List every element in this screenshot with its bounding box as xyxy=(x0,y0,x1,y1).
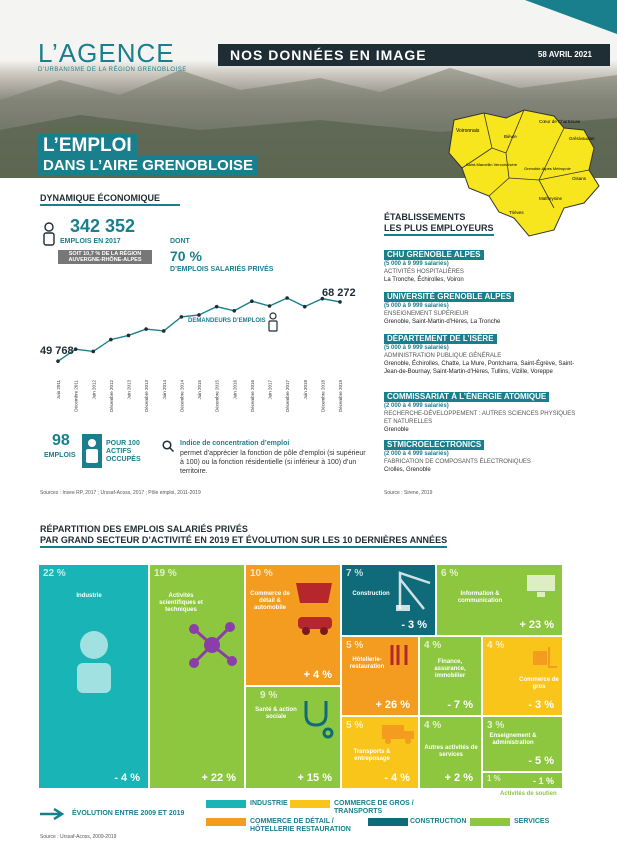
treemap-cell-soutien xyxy=(483,773,564,790)
map-label: Grenoble-Alpes Métropole xyxy=(524,166,571,171)
cell-evolution: + 4 % xyxy=(303,669,332,681)
cell-label: Activités scientifiques et techniques xyxy=(159,593,203,613)
prive-label: D’EMPLOIS SALARIÉS PRIVÉS xyxy=(170,266,274,273)
treemap-cell-autres-services xyxy=(420,717,483,790)
estab-places: Grenoble, Saint-Martin-d’Hères, La Tronche xyxy=(384,319,501,325)
cell-label: Construction xyxy=(352,591,390,597)
legend-label: SERVICES xyxy=(514,818,550,825)
cell-evolution: + 23 % xyxy=(519,619,554,631)
cell-pct: 4 % xyxy=(487,640,505,651)
estab-name: UNIVERSITÉ GRENOBLE ALPES xyxy=(384,292,514,302)
x-tick-label: Juin 2014 xyxy=(161,380,167,400)
legend-label: COMMERCE DE DÉTAIL / HÔTELLERIE RESTAURATION xyxy=(250,818,351,833)
x-tick-label: Juin 2012 xyxy=(91,380,97,400)
stethoscope-icon xyxy=(300,699,336,739)
banner xyxy=(218,44,610,66)
source-note: Sources : Insee RP, 2017 ; Urssaf-Acoss, 2017 ; Pôle emploi, 2011-2019 xyxy=(40,490,201,496)
estab-category: ACTIVITÉS HOSPITALIÈRES xyxy=(384,269,464,275)
repartition-title-l2: PAR GRAND SECTEUR D’ACTIVITÉ EN 2019 ET ÉVOLUTION SUR LES 10 DERNIÈRES ANNÉES xyxy=(40,535,447,548)
cell-pct: 10 % xyxy=(250,568,273,579)
indice-label: EMPLOIS xyxy=(44,452,76,459)
x-tick-label: Juin 2018 xyxy=(302,380,308,400)
x-tick-label: Décembre 2018 xyxy=(320,380,326,413)
legend-swatch-gros xyxy=(290,800,330,808)
indice-text: permet d’apprécier la fonction de pôle d’emploi (si supérieur à 100) ou la fonction résidentielle (si inférieur à 100) d’un territoire. xyxy=(180,450,366,475)
estab-category: ADMINISTRATION PUBLIQUE GÉNÉRALE xyxy=(384,353,502,359)
x-tick-label: Juin 2015 xyxy=(197,380,202,400)
treemap-cell-enseignement xyxy=(483,717,564,773)
data-point xyxy=(109,338,113,342)
treemap-cell-construction xyxy=(342,565,437,637)
estab-name: COMMISSARIAT À L’ÉNERGIE ATOMIQUE xyxy=(384,392,549,402)
x-tick-label: Juin 2011 xyxy=(56,380,61,400)
estab-category: FABRICATION DE COMPOSANTS ÉLECTRONIQUES xyxy=(384,459,531,465)
map-label: Bièvre xyxy=(504,134,517,139)
cell-evolution: + 22 % xyxy=(201,772,236,784)
banner-issue: 58 AVRIL 2021 xyxy=(537,50,592,59)
data-point xyxy=(197,313,201,317)
estab-salaries: (2 000 à 4 999 salariés) xyxy=(384,403,449,409)
data-point xyxy=(268,304,272,308)
data-point xyxy=(215,305,219,309)
estab-category: RECHERCHE-DÉVELOPPEMENT : AUTRES SCIENCES PHYSIQUES ET NATURELLES xyxy=(384,411,576,425)
cell-pct: 4 % xyxy=(424,720,442,731)
magnifier-icon xyxy=(162,440,174,452)
data-point xyxy=(232,309,236,313)
worker-icon xyxy=(42,222,56,246)
data-point xyxy=(180,315,184,319)
emplois-value: 342 352 xyxy=(70,216,136,236)
basket-car-icon xyxy=(292,573,336,637)
treemap-cell-commerce-gros xyxy=(483,637,564,717)
section-heading: DYNAMIQUE ÉCONOMIQUE xyxy=(40,193,180,206)
cell-label: Finance, assurance, immobilier xyxy=(434,659,466,679)
legend-swatch-construction xyxy=(368,818,408,826)
indice-value: 98 xyxy=(52,432,70,449)
x-tick-label: Décembre 2012 xyxy=(108,380,114,413)
truck-icon xyxy=(380,723,416,745)
cell-pct: 1 % xyxy=(487,774,501,783)
repartition-title xyxy=(40,524,447,548)
treemap-cell-commerce-detail xyxy=(246,565,342,687)
cell-pct: 5 % xyxy=(346,720,364,731)
logo-title: L’AGENCE xyxy=(38,38,175,68)
estab-item xyxy=(384,334,584,376)
data-point xyxy=(162,329,166,333)
cell-evolution: - 3 % xyxy=(401,619,427,631)
cell-label: Commerce de détail & automobile xyxy=(250,591,290,611)
cell-label: Enseignement & administration xyxy=(489,733,537,746)
cell-pct: 9 % xyxy=(260,690,278,701)
treemap-cell-information xyxy=(437,565,564,637)
cell-label: Autres activités de services xyxy=(424,745,478,758)
x-tick-label: Décembre 2015 xyxy=(214,380,220,413)
cell-evolution: - 7 % xyxy=(447,699,473,711)
estab-name: DÉPARTEMENT DE L’ISÈRE xyxy=(384,334,497,344)
cell-pct: 6 % xyxy=(441,568,459,579)
estab-item xyxy=(384,292,584,326)
map-label: Matheysine xyxy=(539,196,563,201)
emplois-label: EMPLOIS EN 2017 xyxy=(60,238,121,245)
cell-evolution: - 1 % xyxy=(532,776,554,786)
cell-evolution: - 4 % xyxy=(114,772,140,784)
estab-name: STMICROELECTRONICS xyxy=(384,440,484,450)
cell-label: Industrie xyxy=(76,593,102,599)
cell-evolution: - 4 % xyxy=(384,772,410,784)
estab-heading xyxy=(384,212,494,236)
data-point xyxy=(303,305,307,309)
soutien-label: Activités de soutien xyxy=(500,791,557,797)
x-tick-label: Juin 2013 xyxy=(126,380,132,400)
cell-pct: 19 % xyxy=(154,568,177,579)
estab-heading-l2: LES PLUS EMPLOYEURS xyxy=(384,223,494,236)
legend-label: CONSTRUCTION xyxy=(410,818,467,825)
forklift-icon xyxy=(529,645,559,671)
data-point xyxy=(127,334,131,338)
estab-item xyxy=(384,250,584,284)
treemap-cell-hotellerie xyxy=(342,637,420,717)
cell-evolution: + 15 % xyxy=(297,772,332,784)
estab-item xyxy=(384,440,584,474)
data-point xyxy=(56,359,60,363)
x-tick-label: Décembre 2013 xyxy=(144,380,150,413)
logo-subtitle: D’URBANISME DE LA RÉGION GRENOBLOISE xyxy=(38,67,187,73)
line-series-label: DEMANDEURS D’EMPLOIS xyxy=(188,318,266,324)
data-point xyxy=(338,300,342,304)
x-tick-label: Décembre 2014 xyxy=(179,380,185,413)
x-tick-label: Décembre 2019 xyxy=(338,380,343,413)
cell-pct: 7 % xyxy=(346,568,364,579)
estab-salaries: (5 000 à 9 999 salariés) xyxy=(384,345,449,351)
estab-heading-l1: ÉTABLISSEMENTS xyxy=(384,212,466,222)
cell-evolution: - 5 % xyxy=(528,755,554,767)
cell-evolution: + 2 % xyxy=(444,772,473,784)
page-subtitle: DANS L’AIRE GRENOBLOISE xyxy=(38,156,258,175)
workers-icon xyxy=(82,434,102,468)
estab-source: Source : Sirene, 2019 xyxy=(384,490,433,496)
line-end-label: 68 272 xyxy=(322,287,356,299)
map-label: Voironnais xyxy=(456,128,480,134)
cell-label: Information & communication xyxy=(457,591,503,604)
arrow-icon xyxy=(40,808,68,820)
pour-label: POUR 100 ACTIFS OCCUPÉS xyxy=(106,440,141,463)
job-seeker-icon xyxy=(266,312,280,332)
x-tick-label: Juin 2017 xyxy=(267,380,273,400)
estab-salaries: (5 000 à 9 999 salariés) xyxy=(384,303,449,309)
data-point xyxy=(144,327,148,331)
page-title: L’EMPLOI xyxy=(38,134,137,158)
map-label: Saint-Marcellin Vercors Isère xyxy=(466,162,518,167)
estab-salaries: (5 000 à 9 999 salariés) xyxy=(384,261,449,267)
data-point xyxy=(250,299,254,303)
treemap-cell-transports xyxy=(342,717,420,790)
cell-evolution: + 26 % xyxy=(375,699,410,711)
treemap-cell-scientifiques xyxy=(150,565,246,790)
line-start-label: 49 768 xyxy=(40,345,74,357)
x-tick-label: Juin 2016 xyxy=(232,380,238,400)
treemap-cell-industrie xyxy=(39,565,150,790)
crane-icon xyxy=(394,569,434,613)
cell-pct: 4 % xyxy=(424,640,442,651)
legend-swatch-services xyxy=(470,818,510,826)
estab-name: CHU GRENOBLE ALPES xyxy=(384,250,484,260)
legend-swatch-detail xyxy=(206,818,246,826)
estab-places: Grenoble, Échirolles, Chatte, La Mure, Pontcharra, Saint-Égrève, Saint-Jean-de-Bournay, Saint-Martin-d’Hères, Tullins, Vizille, Voreppe xyxy=(384,361,575,375)
map-label: Trièves xyxy=(509,210,524,215)
repartition-title-l1: RÉPARTITION DES EMPLOIS SALARIÉS PRIVÉS xyxy=(40,524,248,534)
cell-pct: 22 % xyxy=(43,568,66,579)
cell-pct: 3 % xyxy=(487,720,505,731)
line-chart xyxy=(40,280,360,430)
corner-accent xyxy=(525,0,617,34)
estab-places: Crolles, Grenoble xyxy=(384,467,431,473)
series-line xyxy=(58,298,340,361)
treemap-cell-sante xyxy=(246,687,342,790)
treemap xyxy=(39,565,564,790)
x-tick-label: Décembre 2016 xyxy=(249,380,255,413)
estab-category: ENSEIGNEMENT SUPÉRIEUR xyxy=(384,311,469,317)
cell-label: Commerce de gros xyxy=(519,677,559,690)
region-note: SOIT 10,7 % DE LA RÉGION AUVERGNE-RHÔNE-ALPES xyxy=(58,250,152,264)
map-label: Grésivaudan xyxy=(569,136,595,141)
x-tick-label: Décembre 2011 xyxy=(73,380,79,412)
estab-places: La Tronche, Échirolles, Voiron xyxy=(384,277,464,283)
banner-title: NOS DONNÉES EN IMAGE xyxy=(230,47,427,63)
indice-title: Indice de concentration d’emploi xyxy=(180,440,290,447)
legend-label: COMMERCE DE GROS / TRANSPORTS xyxy=(334,800,414,815)
prive-pct: 70 % xyxy=(170,248,202,264)
estab-salaries: (2 000 à 4 999 salariés) xyxy=(384,451,449,457)
cell-pct: 5 % xyxy=(346,640,364,651)
cell-label: Hôtellerie-restauration xyxy=(349,657,385,670)
cell-label: Santé & action sociale xyxy=(255,707,297,720)
map-label: Cœur de Chartreuse xyxy=(539,119,581,124)
map-label: Oisans xyxy=(572,176,587,181)
data-point xyxy=(74,347,78,351)
evolution-legend: ÉVOLUTION ENTRE 2009 ET 2019 xyxy=(72,810,185,817)
legend-swatch-industrie xyxy=(206,800,246,808)
molecule-icon xyxy=(184,617,240,673)
data-point xyxy=(91,350,95,354)
worker-helmet-icon xyxy=(69,625,119,695)
cell-evolution: - 3 % xyxy=(528,699,554,711)
x-tick-label: Décembre 2017 xyxy=(285,380,291,413)
data-point xyxy=(285,296,289,300)
cutlery-icon xyxy=(388,643,414,667)
computer-icon xyxy=(525,573,557,599)
estab-places: Grenoble xyxy=(384,427,409,433)
legend-label: INDUSTRIE xyxy=(250,800,288,807)
repartition-source: Source : Urssaf-Acoss, 2009-2019 xyxy=(40,834,117,840)
dont-label: DONT xyxy=(170,238,190,245)
estab-item xyxy=(384,392,584,434)
cell-label: Transports & entreposage xyxy=(353,749,391,762)
treemap-cell-finance xyxy=(420,637,483,717)
